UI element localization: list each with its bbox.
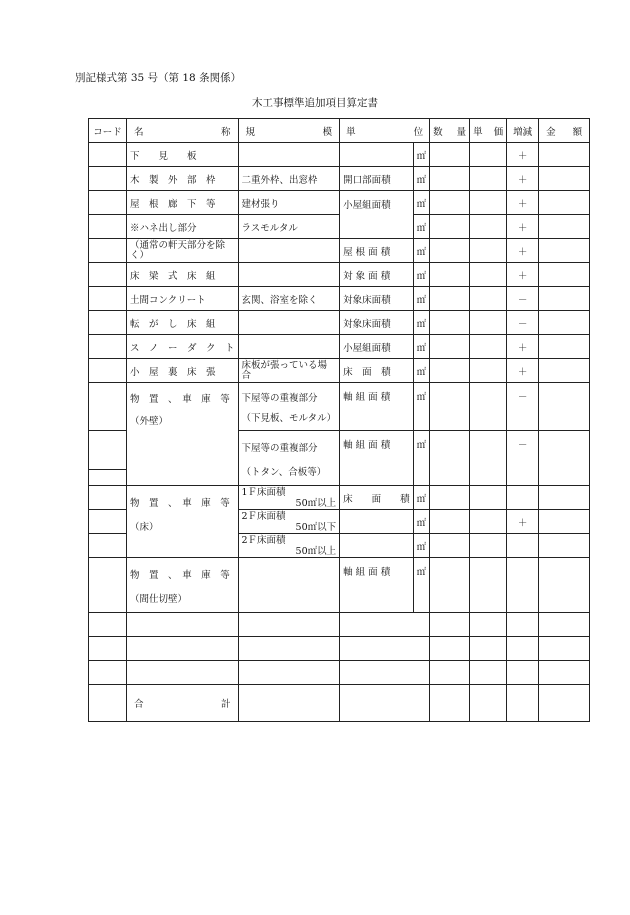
sign-cell: ＋ — [507, 215, 539, 239]
item-scale: 建材張り — [238, 191, 340, 215]
quantity-cell — [430, 191, 470, 215]
amount-cell — [539, 335, 590, 359]
blank-cell — [340, 637, 430, 661]
unit-price-cell — [470, 167, 507, 191]
code-cell — [89, 383, 127, 431]
item-name: ※ハネ出し部分 — [127, 215, 239, 239]
sign-cell: ＋ — [507, 143, 539, 167]
table-row — [89, 263, 590, 287]
unit-price-cell — [470, 510, 507, 534]
code-cell — [89, 167, 127, 191]
unit-sqm: ㎡ — [413, 335, 430, 359]
item-scale-sub: 50㎡以上 — [295, 545, 337, 557]
amount-cell — [539, 359, 590, 383]
form-number: 別記様式第 35 号（第 18 条関係） — [75, 72, 242, 84]
item-name-sub: （間仕切壁） — [130, 594, 188, 605]
unit-sqm: ㎡ — [413, 510, 430, 534]
sign-cell: － — [507, 287, 539, 311]
unit-sqm: ㎡ — [413, 191, 430, 215]
code-cell — [89, 510, 127, 534]
blank-cell — [127, 661, 239, 685]
item-scale: 二重外枠、出窓枠 — [238, 167, 340, 191]
blank-cell — [238, 661, 340, 685]
blank-cell — [430, 613, 470, 637]
code-cell — [89, 263, 127, 287]
item-scale — [238, 431, 340, 486]
blank-cell — [340, 685, 430, 722]
item-name: 屋 根 廊 下 等 — [127, 191, 239, 215]
item-scale-main: 下屋等の重複部分 — [241, 393, 318, 404]
item-scale — [238, 383, 340, 431]
quantity-cell — [430, 486, 470, 510]
code-cell — [89, 637, 127, 661]
sign-cell: ＋ — [507, 191, 539, 215]
table-row — [89, 486, 590, 510]
blank-cell — [507, 685, 539, 722]
item-scale: 玄関、浴室を除く — [238, 287, 340, 311]
blank-cell — [238, 685, 340, 722]
blank-cell — [507, 661, 539, 685]
blank-cell — [470, 685, 507, 722]
quantity-cell — [430, 335, 470, 359]
item-name-main: 物 置 、 車 庫 等 — [130, 394, 230, 405]
code-cell — [89, 191, 127, 215]
blank-cell — [470, 613, 507, 637]
blank-cell — [127, 637, 239, 661]
item-basis: 小屋組面積 — [340, 191, 414, 239]
blank-cell — [539, 661, 590, 685]
code-cell — [89, 239, 127, 263]
item-basis: 床 面 積 — [340, 486, 414, 510]
unit-sqm: ㎡ — [413, 383, 430, 431]
blank-cell — [470, 661, 507, 685]
unit-sqm: ㎡ — [413, 534, 430, 558]
item-scale — [238, 239, 340, 263]
unit-sqm: ㎡ — [413, 359, 430, 383]
item-basis: 軸 組 面 積 — [340, 383, 414, 431]
blank-cell — [507, 637, 539, 661]
blank-cell — [470, 637, 507, 661]
header-scale — [238, 119, 340, 143]
blank-cell — [507, 613, 539, 637]
code-cell-split — [89, 446, 126, 470]
unit-price-cell — [470, 431, 507, 486]
quantity-cell — [430, 287, 470, 311]
header-qty-a: 数 — [433, 126, 443, 138]
item-name-main: 物 置 、 車 庫 等 — [130, 498, 230, 509]
blank-row — [89, 661, 590, 685]
quantity-cell — [430, 239, 470, 263]
header-unit-price — [470, 119, 507, 143]
item-scale: 床板が張っている場合 — [238, 359, 340, 383]
item-basis: 対象床面積 — [340, 287, 414, 311]
sign-cell: － — [507, 311, 539, 335]
item-name: 床 梁 式 床 組 — [127, 263, 239, 287]
blank-cell — [238, 637, 340, 661]
amount-cell — [539, 486, 590, 510]
unit-sqm: ㎡ — [413, 143, 430, 167]
sign-cell: － — [507, 431, 539, 486]
header-scale-a: 規 — [245, 126, 256, 138]
amount-cell — [539, 263, 590, 287]
quantity-cell — [430, 359, 470, 383]
item-scale — [238, 311, 340, 335]
total-label-a: 合 — [134, 699, 144, 710]
header-row — [89, 119, 590, 143]
table-row — [89, 191, 590, 215]
header-increase-decrease: 増減 — [507, 119, 539, 143]
blank-cell — [430, 637, 470, 661]
item-basis: 対 象 面 積 — [340, 263, 414, 287]
header-qty-b: 量 — [456, 126, 467, 138]
code-cell — [89, 431, 127, 486]
item-scale — [238, 558, 340, 613]
quantity-cell — [430, 143, 470, 167]
total-row — [89, 685, 590, 722]
blank-cell — [127, 613, 239, 637]
amount-cell — [539, 383, 590, 431]
code-cell — [89, 486, 127, 510]
unit-price-cell — [470, 239, 507, 263]
quantity-cell — [430, 263, 470, 287]
unit-price-cell — [470, 335, 507, 359]
sign-cell — [507, 558, 539, 613]
item-basis — [340, 534, 414, 558]
sign-cell: ＋ — [507, 335, 539, 359]
item-scale — [238, 486, 340, 510]
unit-sqm: ㎡ — [413, 239, 430, 263]
sign-cell — [507, 534, 539, 558]
quantity-cell — [430, 431, 470, 486]
header-amt-b: 額 — [572, 126, 583, 138]
item-name: （通常の軒天部分を除く） — [127, 239, 239, 263]
table-row — [89, 143, 590, 167]
quantity-cell — [430, 167, 470, 191]
unit-sqm: ㎡ — [413, 311, 430, 335]
unit-price-cell — [470, 215, 507, 239]
item-scale-main: 2Ｆ床面積 — [241, 510, 286, 522]
unit-price-cell — [470, 486, 507, 510]
amount-cell — [539, 431, 590, 486]
code-cell — [89, 534, 127, 558]
blank-cell — [340, 613, 430, 637]
item-scale — [238, 263, 340, 287]
header-unit — [340, 119, 430, 143]
header-price-b: 価 — [493, 126, 504, 138]
code-cell — [89, 558, 127, 613]
header-code: コード — [89, 119, 127, 143]
table-row — [89, 215, 590, 239]
blank-cell — [539, 637, 590, 661]
unit-sqm: ㎡ — [413, 486, 430, 510]
item-basis: 小屋組面積 — [340, 335, 414, 359]
unit-sqm: ㎡ — [413, 263, 430, 287]
item-scale-sub: （トタン、合板等） — [241, 467, 327, 478]
item-scale-sub: （下見板、モルタル） — [241, 413, 337, 424]
amount-cell — [539, 167, 590, 191]
quantity-cell — [430, 510, 470, 534]
item-basis: 開口部面積 — [340, 167, 414, 191]
header-name-b: 称 — [221, 126, 231, 138]
amount-cell — [539, 287, 590, 311]
header-scale-b: 模 — [322, 126, 333, 138]
unit-price-cell — [470, 191, 507, 215]
item-basis: 対象床面積 — [340, 311, 414, 335]
unit-price-cell — [470, 383, 507, 431]
unit-price-cell — [470, 311, 507, 335]
quantity-cell — [430, 215, 470, 239]
sign-cell — [507, 486, 539, 510]
item-scale — [238, 510, 340, 534]
sign-cell: ＋ — [507, 167, 539, 191]
table-row — [89, 287, 590, 311]
item-name: 転 が し 床 組 — [127, 311, 239, 335]
item-name: ス ノ ー ダ ク ト — [127, 335, 239, 359]
table-row — [89, 311, 590, 335]
code-cell — [89, 215, 127, 239]
code-cell — [89, 661, 127, 685]
sign-cell: ＋ — [507, 263, 539, 287]
item-name: 木 製 外 部 枠 — [127, 167, 239, 191]
amount-cell — [539, 143, 590, 167]
amount-cell — [539, 534, 590, 558]
table-row — [89, 383, 590, 431]
unit-price-cell — [470, 263, 507, 287]
unit-sqm: ㎡ — [413, 431, 430, 486]
item-scale — [238, 534, 340, 558]
unit-sqm: ㎡ — [413, 167, 430, 191]
table-row — [89, 239, 590, 263]
item-scale — [238, 143, 340, 167]
amount-cell — [539, 510, 590, 534]
code-cell — [89, 335, 127, 359]
code-cell — [89, 311, 127, 335]
item-name: 小 屋 裏 床 張 — [127, 359, 239, 383]
header-unit-b: 位 — [413, 126, 424, 138]
item-basis — [340, 510, 414, 534]
unit-sqm: ㎡ — [413, 558, 430, 613]
code-cell — [89, 143, 127, 167]
unit-price-cell — [470, 558, 507, 613]
amount-cell — [539, 239, 590, 263]
item-basis: 軸 組 面 積 — [340, 431, 414, 486]
total-label — [127, 685, 239, 722]
item-basis — [340, 143, 414, 167]
blank-cell — [238, 613, 340, 637]
item-scale-main: 2Ｆ床面積 — [241, 534, 286, 546]
table-row — [89, 335, 590, 359]
unit-price-cell — [470, 287, 507, 311]
unit-price-cell — [470, 359, 507, 383]
item-basis: 軸 組 面 積 — [340, 558, 414, 613]
blank-cell — [430, 661, 470, 685]
header-price-a: 単 — [473, 126, 483, 138]
quantity-cell — [430, 534, 470, 558]
total-amount — [539, 685, 590, 722]
header-quantity — [430, 119, 470, 143]
table-row — [89, 167, 590, 191]
unit-price-cell — [470, 534, 507, 558]
blank-cell — [539, 613, 590, 637]
sign-cell: ＋ — [507, 359, 539, 383]
code-cell — [89, 287, 127, 311]
sign-cell: ＋ — [507, 510, 539, 534]
amount-cell — [539, 558, 590, 613]
header-amt-a: 金 — [546, 126, 556, 138]
code-cell — [89, 359, 127, 383]
item-scale-sub: 50㎡以下 — [295, 521, 337, 533]
item-scale-sub: 50㎡以上 — [295, 497, 337, 509]
blank-row — [89, 637, 590, 661]
table-row — [89, 359, 590, 383]
item-name-sub: （床） — [130, 522, 159, 533]
total-label-b: 計 — [221, 699, 231, 710]
unit-sqm: ㎡ — [413, 215, 430, 239]
header-name-a: 名 — [134, 126, 144, 138]
header-name — [127, 119, 239, 143]
item-scale: ラスモルタル — [238, 215, 340, 239]
amount-cell — [539, 215, 590, 239]
header-amount — [539, 119, 590, 143]
item-name — [127, 558, 239, 613]
amount-cell — [539, 191, 590, 215]
amount-cell — [539, 311, 590, 335]
item-name: 土間コンクリート — [127, 287, 239, 311]
unit-price-cell — [470, 143, 507, 167]
item-scale-main: 下屋等の重複部分 — [241, 443, 318, 454]
item-scale — [238, 335, 340, 359]
item-name — [127, 486, 239, 558]
blank-cell — [430, 685, 470, 722]
unit-sqm: ㎡ — [413, 287, 430, 311]
item-basis: 床 面 積 — [340, 359, 414, 383]
item-name — [127, 383, 239, 486]
blank-row — [89, 613, 590, 637]
item-name-main: 物 置 、 車 庫 等 — [130, 570, 230, 581]
code-cell — [89, 613, 127, 637]
table-row — [89, 558, 590, 613]
quantity-cell — [430, 383, 470, 431]
sign-cell: － — [507, 383, 539, 431]
code-cell — [89, 685, 127, 722]
item-name: 下 見 板 — [127, 143, 239, 167]
item-scale-main: 1Ｆ床面積 — [241, 486, 286, 498]
item-name-sub: （外壁） — [130, 416, 169, 427]
estimate-table — [88, 118, 590, 722]
document-title: 木工事標準追加項目算定書 — [252, 97, 378, 109]
item-basis: 屋 根 面 積 — [340, 239, 414, 263]
sign-cell: ＋ — [507, 239, 539, 263]
header-unit-a: 単 — [346, 126, 356, 138]
quantity-cell — [430, 311, 470, 335]
blank-cell — [340, 661, 430, 685]
quantity-cell — [430, 558, 470, 613]
